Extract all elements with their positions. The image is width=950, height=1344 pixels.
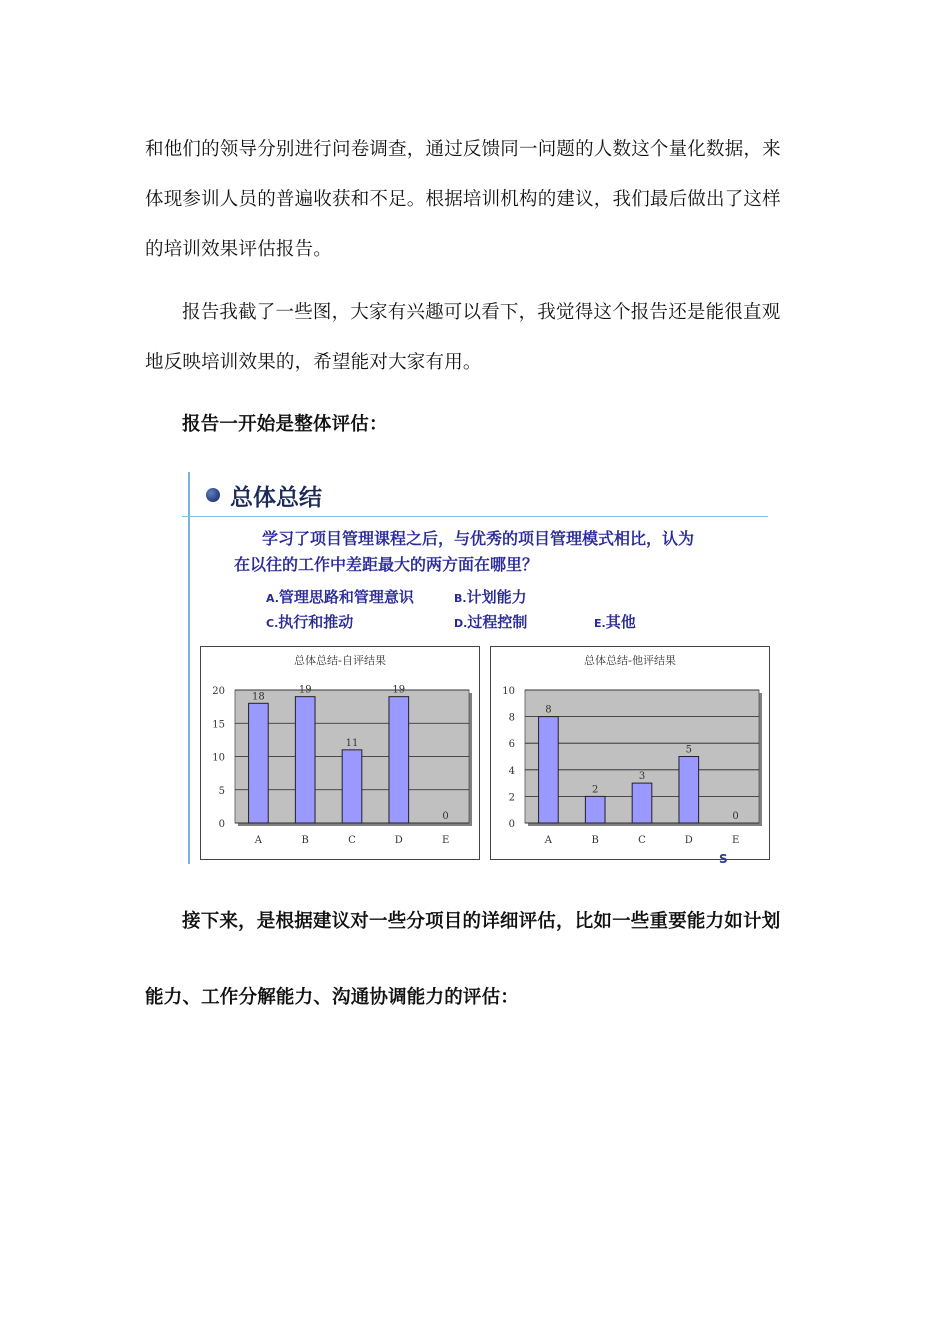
corner-mark: S: [719, 852, 728, 866]
option-b: [454, 586, 527, 607]
bar: [342, 750, 362, 823]
data-label: 5: [685, 744, 692, 756]
option-key: A.: [266, 592, 279, 605]
option-e: [594, 611, 636, 632]
option-key: D.: [454, 617, 468, 630]
x-tick-label: B: [591, 835, 599, 846]
data-label: 18: [252, 691, 265, 703]
bar: [249, 703, 269, 823]
question-line-2: 在以往的工作中差距最大的两方面在哪里？: [234, 555, 539, 574]
text-line: 接下来，是根据建议对一些分项目的详细评估，比如一些重要能力如计划: [182, 911, 781, 932]
data-label: 19: [392, 684, 406, 696]
bar: [679, 757, 699, 824]
data-label: 3: [638, 771, 646, 783]
x-tick-label: A: [254, 835, 263, 846]
y-tick-label: 2: [508, 792, 515, 804]
x-tick-label: C: [638, 835, 646, 846]
x-tick-label: A: [544, 835, 553, 846]
text-line: 报告一开始是整体评估：: [182, 414, 388, 435]
x-tick-label: D: [394, 835, 403, 846]
data-label: 0: [442, 811, 449, 822]
chart-svg: [201, 647, 479, 859]
chart-self-evaluation: [200, 646, 480, 860]
option-key: C.: [266, 617, 279, 630]
paragraph-4-line-1: [145, 897, 805, 947]
option-d: [454, 611, 527, 632]
x-tick-label: E: [441, 835, 450, 846]
x-tick-label: D: [684, 835, 693, 846]
data-label: 0: [732, 811, 739, 822]
y-tick-label: 5: [218, 785, 225, 797]
slide-screenshot: [182, 470, 774, 866]
data-label: 19: [298, 684, 312, 696]
text-line: 能力、工作分解能力、沟通协调能力的评估：: [145, 987, 520, 1008]
slide-left-rule: [188, 472, 190, 864]
y-tick-label: 0: [508, 819, 515, 830]
option-text: 计划能力: [466, 588, 527, 606]
question-line-1: 学习了项目管理课程之后，与优秀的项目管理模式相比，认为: [262, 529, 695, 548]
section-heading-overall: [145, 400, 805, 450]
bullet-icon: [206, 488, 220, 502]
y-tick-label: 4: [508, 765, 515, 777]
chart-peer-evaluation: [490, 646, 770, 860]
option-a: [266, 586, 414, 607]
slide-title: 总体总结: [230, 485, 322, 511]
y-tick-label: 20: [212, 686, 225, 697]
x-tick-label: E: [731, 835, 740, 846]
bar: [632, 783, 652, 823]
bar: [539, 717, 559, 823]
paragraph-1: [145, 125, 805, 275]
chart-svg: [491, 647, 769, 859]
bar: [295, 697, 315, 823]
text-line: 报告我截了一些图，大家有兴趣可以看下，我觉得这个报告还是能很直观: [182, 302, 781, 323]
paragraph-2: [145, 288, 805, 388]
chart-title: 总体总结-自评结果: [294, 654, 386, 667]
x-tick-label: B: [301, 835, 309, 846]
option-text: 执行和推动: [278, 613, 354, 631]
text-line: 的培训效果评估报告。: [145, 239, 333, 260]
text-line: 地反映培训效果的，希望能对大家有用。: [145, 352, 482, 373]
x-tick-label: C: [348, 835, 356, 846]
y-tick-label: 6: [508, 739, 515, 751]
data-label: 8: [545, 704, 552, 716]
y-tick-label: 15: [212, 719, 225, 731]
option-text: 其他: [605, 613, 636, 631]
bar: [585, 796, 605, 823]
data-label: 11: [345, 737, 359, 749]
paragraph-4-line-2: [145, 973, 805, 1023]
y-tick-label: 10: [502, 686, 515, 697]
chart-title: 总体总结-他评结果: [584, 654, 676, 667]
y-tick-label: 0: [218, 819, 225, 830]
option-text: 过程控制: [467, 613, 528, 631]
data-label: 2: [592, 784, 599, 796]
bar: [389, 697, 409, 823]
option-key: E.: [594, 617, 606, 630]
text-line: 和他们的领导分别进行问卷调查，通过反馈同一问题的人数这个量化数据，来: [145, 139, 781, 160]
y-tick-label: 10: [212, 752, 225, 764]
text-line: 体现参训人员的普遍收获和不足。根据培训机构的建议，我们最后做出了这样: [145, 189, 781, 210]
y-tick-label: 8: [508, 712, 515, 724]
option-text: 管理思路和管理意识: [278, 588, 414, 606]
option-key: B.: [454, 592, 467, 605]
option-c: [266, 611, 353, 632]
slide-title-rule: [182, 516, 768, 517]
